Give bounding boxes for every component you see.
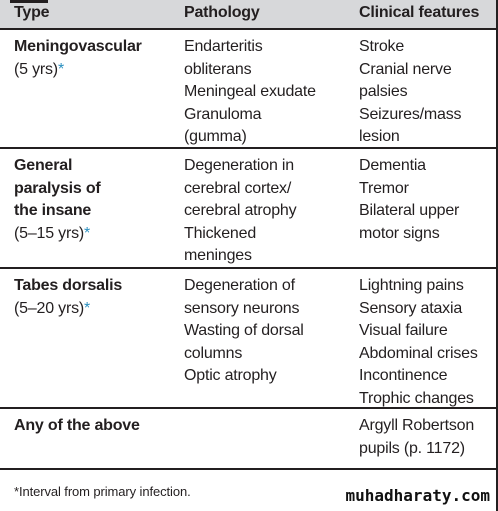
- pathology-line: Endarteritis: [184, 38, 263, 55]
- table-row: [0, 149, 496, 269]
- clinical-line: Sensory ataxia: [359, 299, 463, 317]
- clinical-line: lesion: [359, 128, 400, 145]
- type-name-line: Tabes dorsalis: [14, 277, 123, 294]
- clinical-line: Abdominal crises: [359, 344, 478, 362]
- pathology-line: cerebral atrophy: [184, 202, 297, 219]
- clinical-line: Dementia: [359, 157, 426, 174]
- type-name-line: paralysis of: [14, 179, 101, 197]
- interval-value: (5–15 yrs): [14, 224, 85, 242]
- type-name-line: General: [14, 157, 73, 174]
- watermark: muhadharaty.com: [345, 486, 490, 505]
- table-row: [0, 269, 496, 409]
- type-cell: [14, 155, 101, 245]
- pathology-line: Degeneration in: [184, 157, 294, 174]
- table-header: [0, 0, 496, 30]
- header-type: Type: [14, 4, 50, 21]
- pathology-line: (gumma): [184, 128, 247, 145]
- footnote-asterisk: *: [84, 299, 91, 317]
- clinical-line: Tremor: [359, 179, 409, 197]
- pathology-line: Meningeal exudate: [184, 83, 316, 100]
- pathology-line: obliterans: [184, 60, 252, 78]
- pathology-cell: [184, 155, 296, 268]
- pathology-line: Optic atrophy: [184, 367, 277, 384]
- footnote-asterisk: *: [84, 224, 91, 242]
- type-name-line: the insane: [14, 202, 92, 219]
- clinical-cell: [359, 415, 474, 460]
- pathology-line: sensory neurons: [184, 299, 300, 317]
- clinical-line: pupils (p. 1172): [359, 439, 465, 457]
- clinical-line: palsies: [359, 83, 408, 100]
- clinical-cell: [359, 155, 459, 245]
- footnote-asterisk: *: [57, 60, 64, 78]
- clinical-line: Argyll Robertson: [359, 417, 475, 434]
- pathology-line: Thickened: [184, 224, 257, 242]
- interval-text: [14, 298, 122, 321]
- table-row: [0, 409, 496, 470]
- header-pathology: Pathology: [184, 4, 260, 21]
- clinical-line: Bilateral upper: [359, 202, 460, 219]
- interval-value: (5–20 yrs): [14, 299, 85, 317]
- clinical-line: motor signs: [359, 224, 440, 242]
- type-name-line: Meningovascular: [14, 38, 142, 55]
- pathology-cell: [184, 275, 304, 388]
- pathology-line: Granuloma: [184, 105, 262, 123]
- clinical-line: Incontinence: [359, 367, 448, 384]
- clinical-line: Cranial nerve: [359, 60, 452, 78]
- interval-text: [14, 223, 101, 246]
- type-name-line: Any of the above: [14, 417, 140, 434]
- clinical-line: Seizures/mass: [359, 105, 462, 123]
- footnote: *Interval from primary infection.: [14, 484, 191, 499]
- interval-value: (5 yrs): [14, 60, 58, 78]
- type-cell: [14, 415, 140, 438]
- clinical-line: Stroke: [359, 38, 405, 55]
- clinical-line: Trophic changes: [359, 389, 474, 407]
- table-footer: [0, 470, 496, 511]
- clinical-line: Visual failure: [359, 322, 448, 339]
- pathology-line: Wasting of dorsal: [184, 322, 304, 339]
- type-cell: [14, 275, 122, 320]
- interval-text: [14, 59, 142, 82]
- header-accent-bar: [10, 0, 48, 3]
- pathology-line: cerebral cortex/: [184, 179, 292, 197]
- header-clinical-features: Clinical features: [359, 4, 480, 21]
- pathology-line: columns: [184, 344, 243, 362]
- clinical-line: Lightning pains: [359, 277, 464, 294]
- clinical-cell: [359, 36, 461, 149]
- table-row: [0, 30, 496, 149]
- pathology-line: meninges: [184, 247, 252, 264]
- clinical-cell: [359, 275, 478, 410]
- pathology-line: Degeneration of: [184, 277, 295, 294]
- type-cell: [14, 36, 142, 81]
- pathology-cell: [184, 36, 316, 149]
